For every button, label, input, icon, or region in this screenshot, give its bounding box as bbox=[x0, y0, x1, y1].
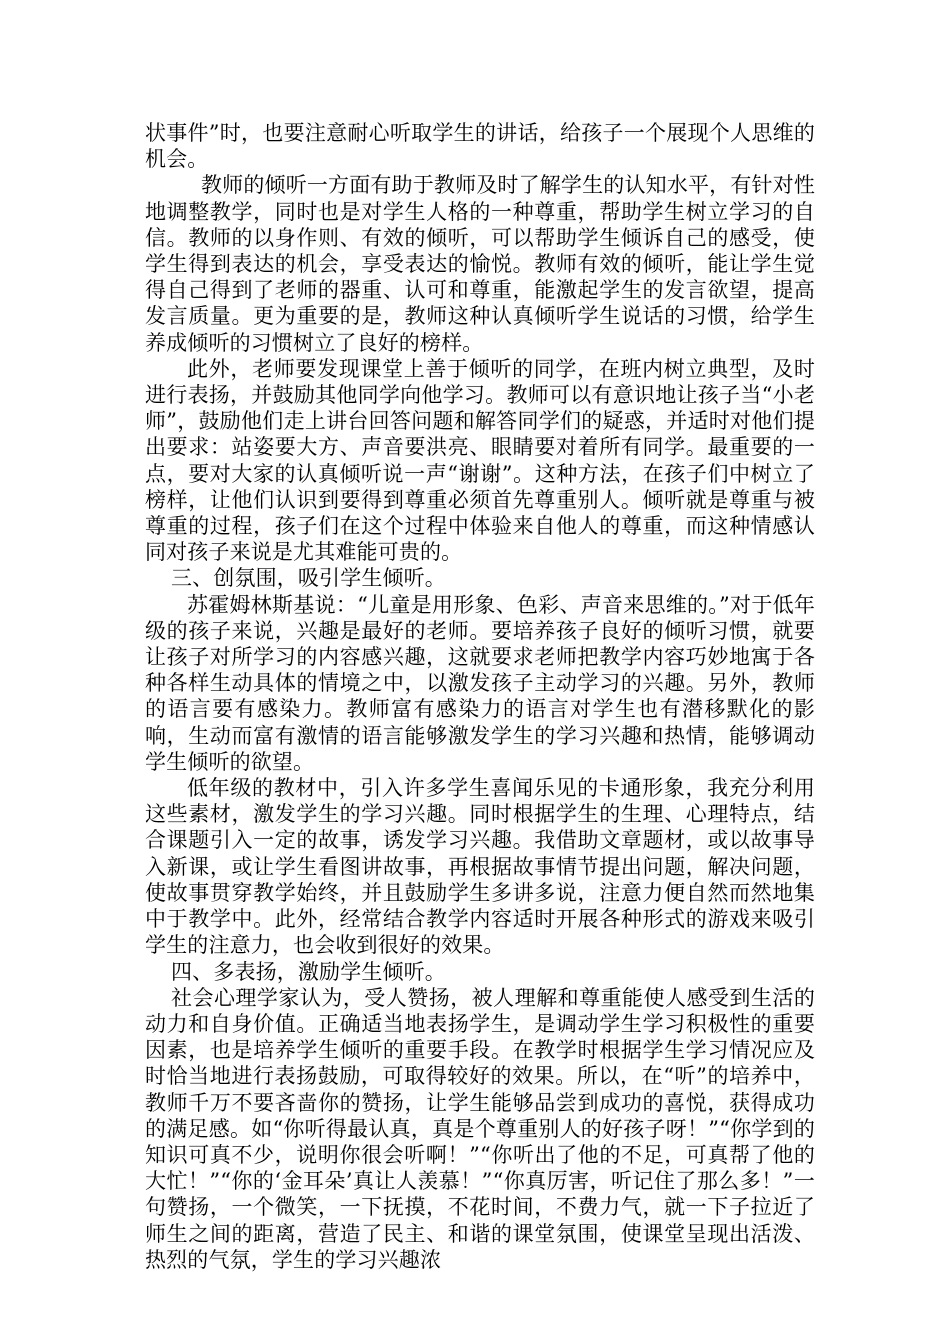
paragraph: 社会心理学家认为，受人赞扬，被人理解和尊重能使人感受到生活的动力和自身价值。正确适当地表扬学生，是调动学生学习积极性的重要因素，也是培养学生倾听的重要手段。在教学时根据学生学习情况应及时恰当地进行表扬鼓励，可取得较好的效果。所以，在“听”的培养中，教师千万不要吝啬你的赞扬，让学生能够品尝到成功的喜悦，获得成功的满足感。如“你听得最认真，真是个尊重别人的好孩子呀！”“你学到的知识可真不少，说明你很会听啊！”“你听出了他的不足，可真帮了他的大忙！”“你的‘金耳朵’真让人羡慕！”“你真厉害，听记住了那么多！”一句赞扬，一个微笑，一下抚摸，不花时间，不费力气，就一下子拉近了师生之间的距离，营造了民主、和谐的课堂氛围，使课堂呈现出活泼、热烈的气氛，学生的学习兴趣浓 bbox=[145, 985, 815, 1272]
document-body bbox=[145, 120, 815, 1273]
paragraph: 此外，老师要发现课堂上善于倾听的同学，在班内树立典型，及时进行表扬，并鼓励其他同学向他学习。教师可以有意识地让孩子当“小老师”，鼓励他们走上讲台回答问题和解答同学们的疑惑，并适时对他们提出要求：站姿要大方、声音要洪亮、眼睛要对着所有同学。最重要的一点，要对大家的认真倾听说一声“谢谢”。这种方法，在孩子们中树立了榜样，让他们认识到要得到尊重必须首先尊重别人。倾听就是尊重与被尊重的过程，孩子们在这个过程中体验来自他人的尊重，而这种情感认同对孩子来说是尤其难能可贵的。 bbox=[145, 356, 815, 565]
paragraph: 教师的倾听一方面有助于教师及时了解学生的认知水平，有针对性地调整教学，同时也是对学生人格的一种尊重，帮助学生树立学习的自信。教师的以身作则、有效的倾听，可以帮助学生倾诉自己的感受，使学生得到表达的机会，享受表达的愉悦。教师有效的倾听，能让学生觉得自己得到了老师的器重、认可和尊重，能激起学生的发言欲望，提高发言质量。更为重要的是，教师这种认真倾听学生说话的习惯，给学生养成倾听的习惯树立了良好的榜样。 bbox=[145, 173, 815, 355]
section-heading: 四、多表扬，激励学生倾听。 bbox=[171, 959, 446, 984]
section-heading: 三、创氛围，吸引学生倾听。 bbox=[171, 566, 446, 591]
paragraph: 低年级的教材中，引入许多学生喜闻乐见的卡通形象，我充分利用这些素材，激发学生的学习兴趣。同时根据学生的生理、心理特点，结合课题引入一定的故事，诱发学习兴趣。我借助文章题材，或以故事导入新课，或让学生看图讲故事，再根据故事情节提出问题，解决问题，使故事贯穿教学始终，并且鼓励学生多讲多说，注意力便自然而然地集中于教学中。此外，经常结合教学内容适时开展各种形式的游戏来吸引学生的注意力，也会收到很好的效果。 bbox=[145, 776, 815, 958]
paragraph: 状事件”时，也要注意耐心听取学生的讲话，给孩子一个展现个人思维的机会。 bbox=[145, 121, 815, 172]
paragraph: 苏霍姆林斯基说：“儿童是用形象、色彩、声音来思维的。”对于低年级的孩子来说，兴趣是最好的老师。要培养孩子良好的倾听习惯，就要让孩子对所学习的内容感兴趣，这就要求老师把教学内容巧妙地寓于各种各样生动具体的情境之中，以激发孩子主动学习的兴趣。另外，教师的语言要有感染力。教师富有感染力的语言对学生也有潜移默化的影响，生动而富有激情的语言能够激发学生的学习兴趣和热情，能够调动学生倾听的欲望。 bbox=[145, 592, 815, 774]
